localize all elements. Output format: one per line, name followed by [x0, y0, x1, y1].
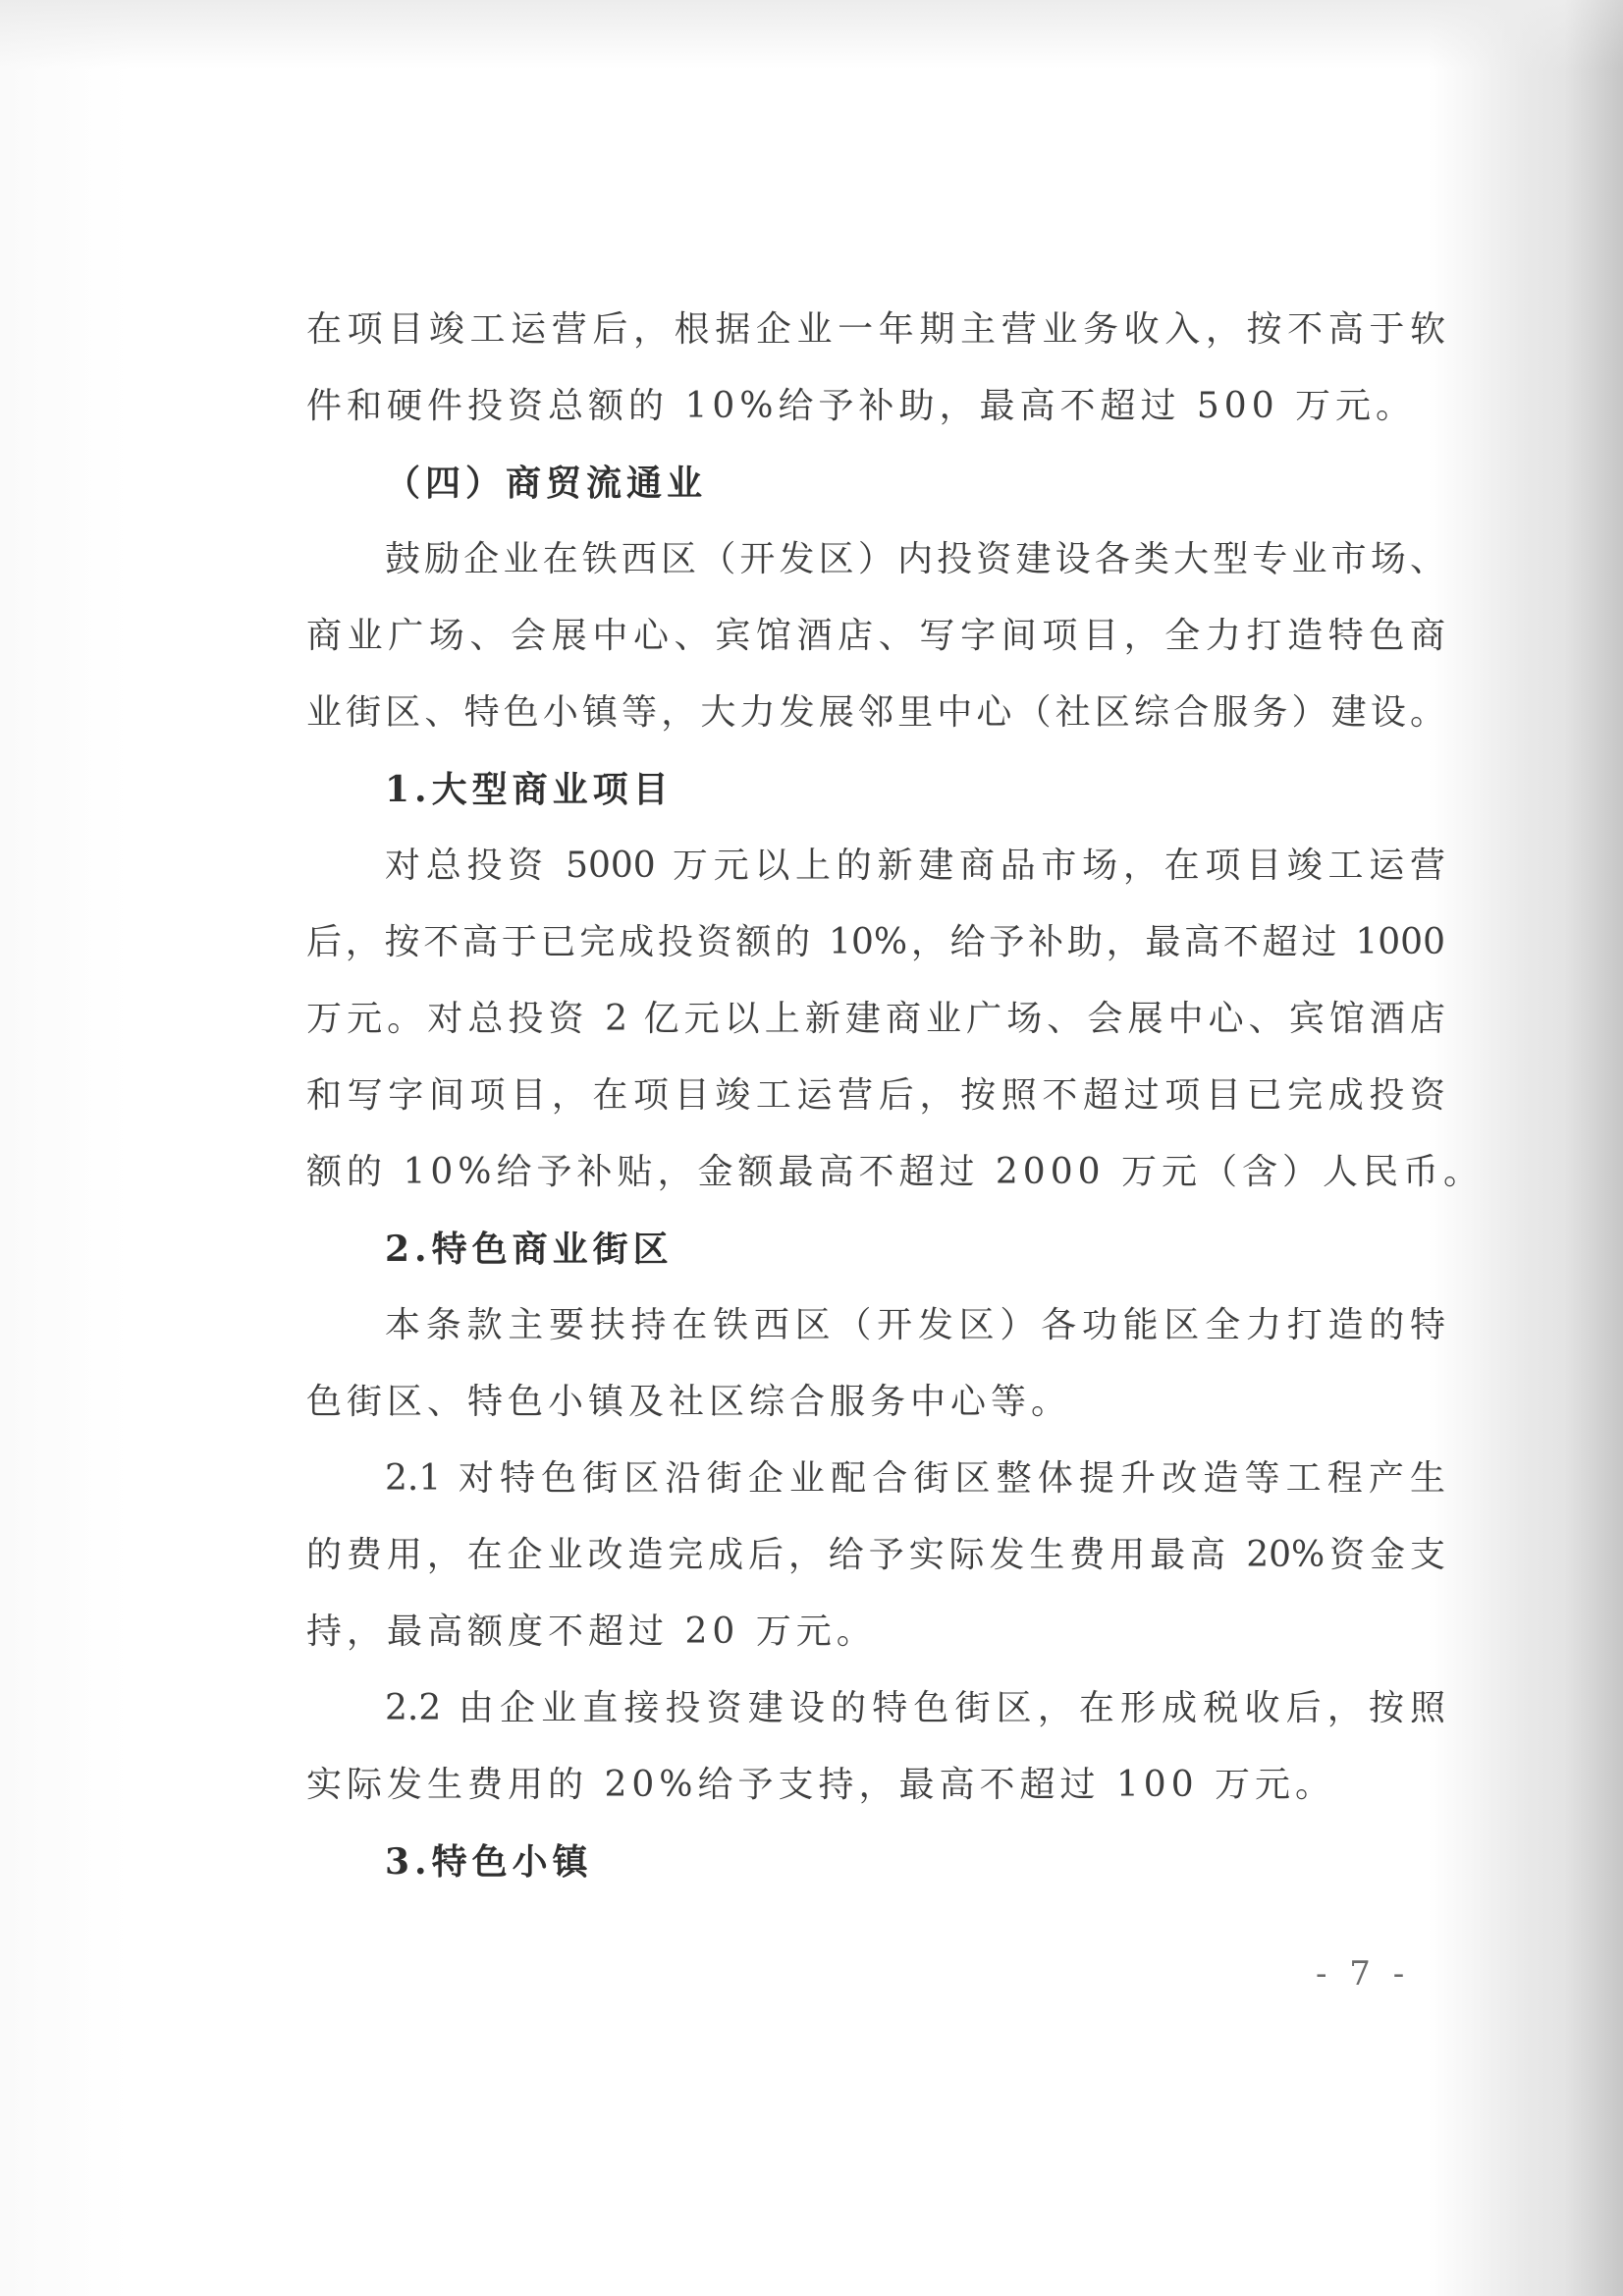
paragraph-line: 后，按不高于已完成投资额的 10%，给予补助，最高不超过 1000 — [306, 922, 1445, 962]
paragraph-line: 件和硬件投资总额的 10%给予补助，最高不超过 500 万元。 — [306, 386, 1417, 426]
paragraph-line: 本条款主要扶持在铁西区（开发区）各功能区全力打造的特 — [385, 1305, 1445, 1345]
section-heading: （四）商贸流通业 — [385, 463, 708, 504]
paragraph-line: 持，最高额度不超过 20 万元。 — [306, 1612, 877, 1652]
paragraph-line: 实际发生费用的 20%给予支持，最高不超过 100 万元。 — [306, 1765, 1336, 1805]
paragraph-line: 2.2 由企业直接投资建设的特色街区，在形成税收后，按照 — [385, 1688, 1445, 1728]
paragraph-line: 在项目竣工运营后，根据企业一年期主营业务收入，按不高于软 — [306, 309, 1445, 350]
paragraph-line: 的费用，在企业改造完成后，给予实际发生费用最高 20%资金支 — [306, 1535, 1445, 1575]
paragraph-line: 鼓励企业在铁西区（开发区）内投资建设各类大型专业市场、 — [385, 539, 1445, 579]
subsection-heading: 1.大型商业项目 — [385, 769, 674, 810]
scan-shadow-top — [0, 0, 1623, 69]
paragraph-line: 商业广场、会展中心、宾馆酒店、写字间项目，全力打造特色商 — [306, 616, 1445, 656]
scan-shadow-right — [1564, 0, 1623, 2296]
paragraph-line: 对总投资 5000 万元以上的新建商品市场，在项目竣工运营 — [385, 846, 1445, 886]
paragraph-line: 业街区、特色小镇等，大力发展邻里中心（社区综合服务）建设。 — [306, 692, 1445, 733]
paragraph-line: 色街区、特色小镇及社区综合服务中心等。 — [306, 1382, 1072, 1422]
subsection-heading: 2.特色商业街区 — [385, 1229, 674, 1270]
paragraph-line: 2.1 对特色街区沿街企业配合街区整体提升改造等工程产生 — [385, 1458, 1445, 1499]
page-number: - 7 - — [1316, 1954, 1411, 1994]
paragraph-line: 和写字间项目，在项目竣工运营后，按照不超过项目已完成投资 — [306, 1075, 1445, 1116]
paragraph-line: 万元。对总投资 2 亿元以上新建商业广场、会展中心、宾馆酒店 — [306, 999, 1445, 1039]
paragraph-line: 额的 10%给予补贴，金额最高不超过 2000 万元（含）人民币。 — [306, 1152, 1484, 1192]
subsection-heading: 3.特色小镇 — [385, 1841, 593, 1883]
